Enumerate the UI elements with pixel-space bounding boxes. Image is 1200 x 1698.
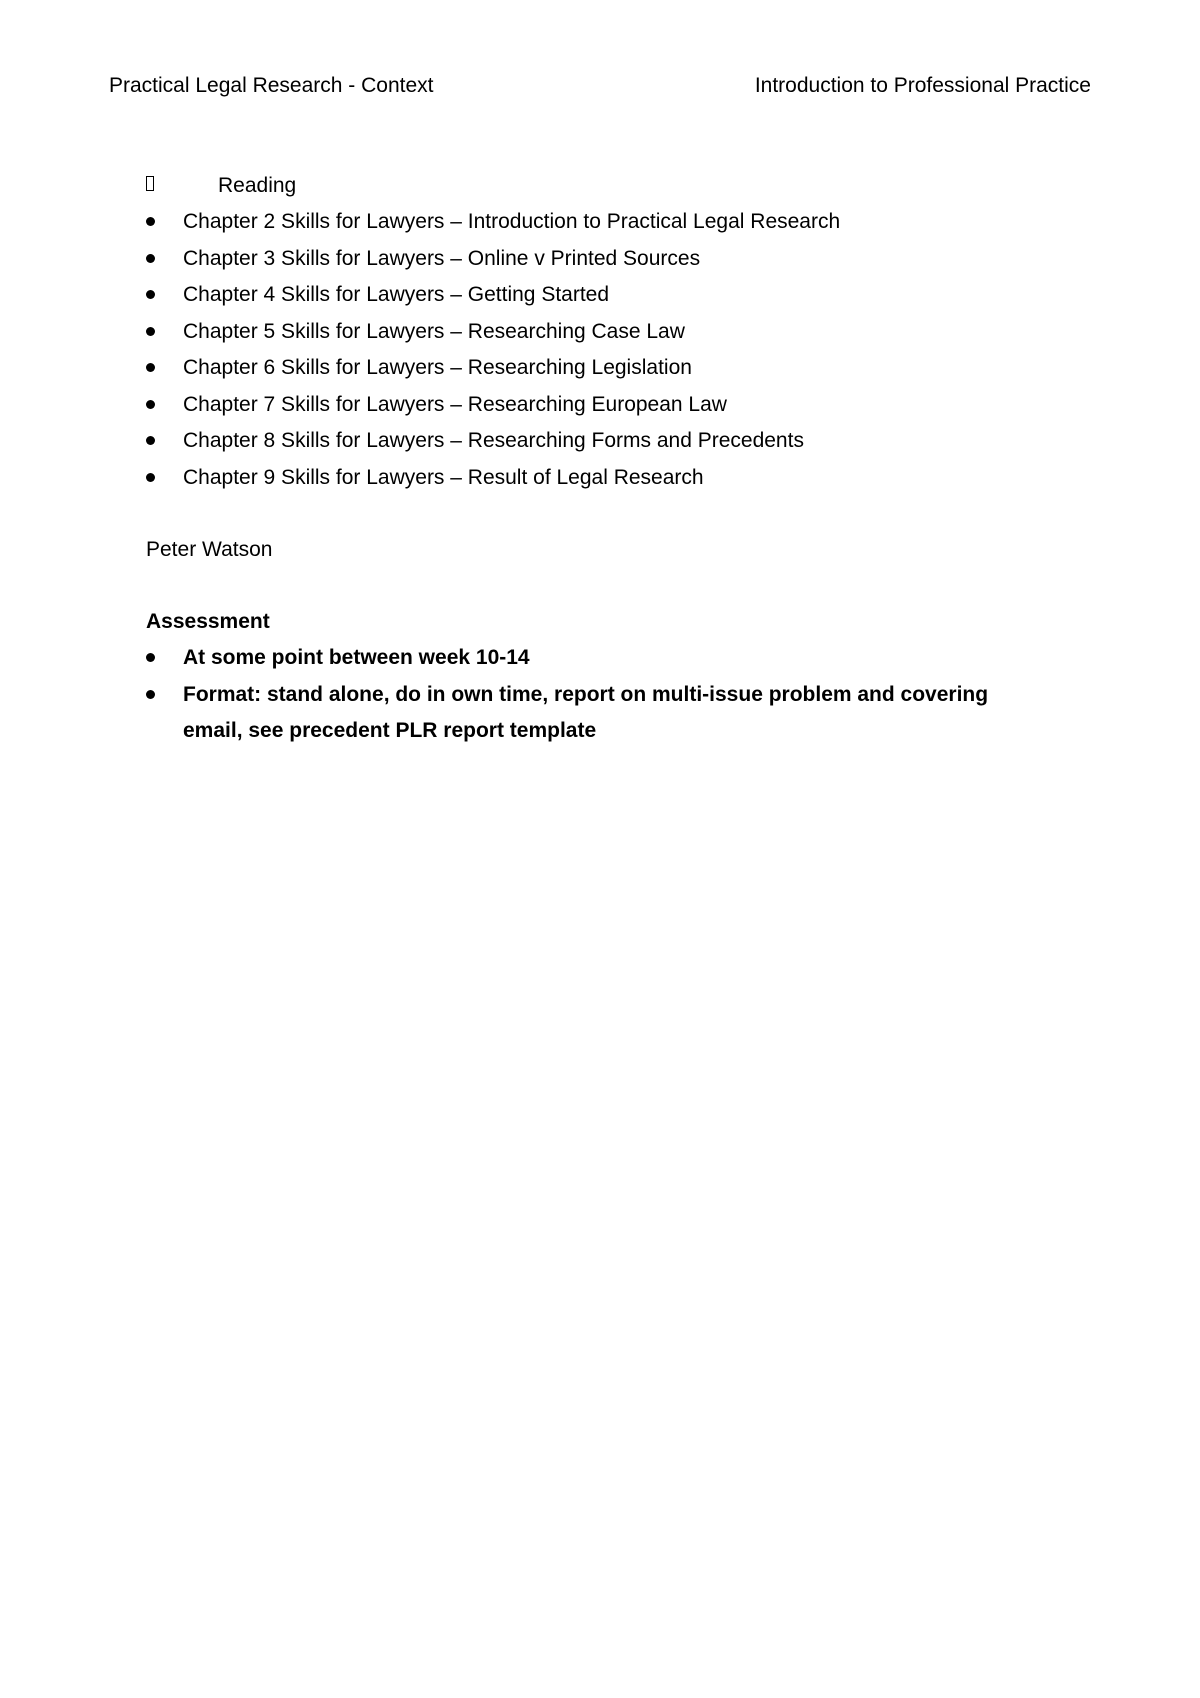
assessment-text: Format: stand alone, do in own time, report on multi-issue problem and covering email, see precedent PLR report template (183, 682, 989, 742)
chapter-text: Chapter 5 Skills for Lawyers – Researching Case Law (183, 319, 685, 343)
chapter-text: Chapter 6 Skills for Lawyers – Researching Legislation (183, 356, 692, 379)
header-left-title: Practical Legal Research - Context (109, 74, 434, 97)
reading-list (146, 204, 1046, 496)
author-name: Peter Watson (146, 538, 273, 561)
list-item (146, 460, 1046, 497)
bullet-icon (146, 254, 155, 263)
document-body (146, 168, 1046, 750)
list-item (146, 277, 1046, 314)
bullet-icon (146, 217, 155, 226)
bullet-icon (146, 400, 155, 409)
reading-heading (146, 168, 1046, 204)
chapter-text: Chapter 3 Skills for Lawyers – Online v Printed Sources (183, 246, 701, 270)
bullet-icon (146, 290, 155, 299)
list-item (146, 640, 1046, 677)
reading-label: Reading (218, 174, 297, 197)
missing-glyph-icon (146, 176, 154, 191)
bullet-icon (146, 436, 155, 445)
bullet-icon (146, 690, 155, 699)
bullet-icon (146, 363, 155, 372)
chapter-text: Chapter 4 Skills for Lawyers – Getting Started (183, 283, 610, 306)
list-item (146, 241, 1046, 278)
list-item (146, 314, 1046, 351)
header-right-title: Introduction to Professional Practice (754, 74, 1091, 97)
list-item (146, 204, 1046, 241)
assessment-text: At some point between week 10-14 (183, 646, 530, 669)
assessment-heading: Assessment (146, 610, 270, 633)
bullet-icon (146, 653, 155, 662)
list-item (146, 677, 1046, 750)
bullet-icon (146, 473, 155, 482)
page-header (109, 71, 1091, 101)
list-item (146, 423, 1046, 460)
chapter-text: Chapter 2 Skills for Lawyers – Introduction to Practical Legal Research (183, 210, 841, 233)
bullet-icon (146, 327, 155, 336)
chapter-text: Chapter 7 Skills for Lawyers – Researching European Law (183, 392, 727, 416)
list-item (146, 350, 1046, 387)
chapter-text: Chapter 8 Skills for Lawyers – Researching Forms and Precedents (183, 429, 804, 452)
list-item (146, 387, 1046, 424)
chapter-text: Chapter 9 Skills for Lawyers – Result of Legal Research (183, 465, 704, 489)
assessment-list (146, 640, 1046, 750)
